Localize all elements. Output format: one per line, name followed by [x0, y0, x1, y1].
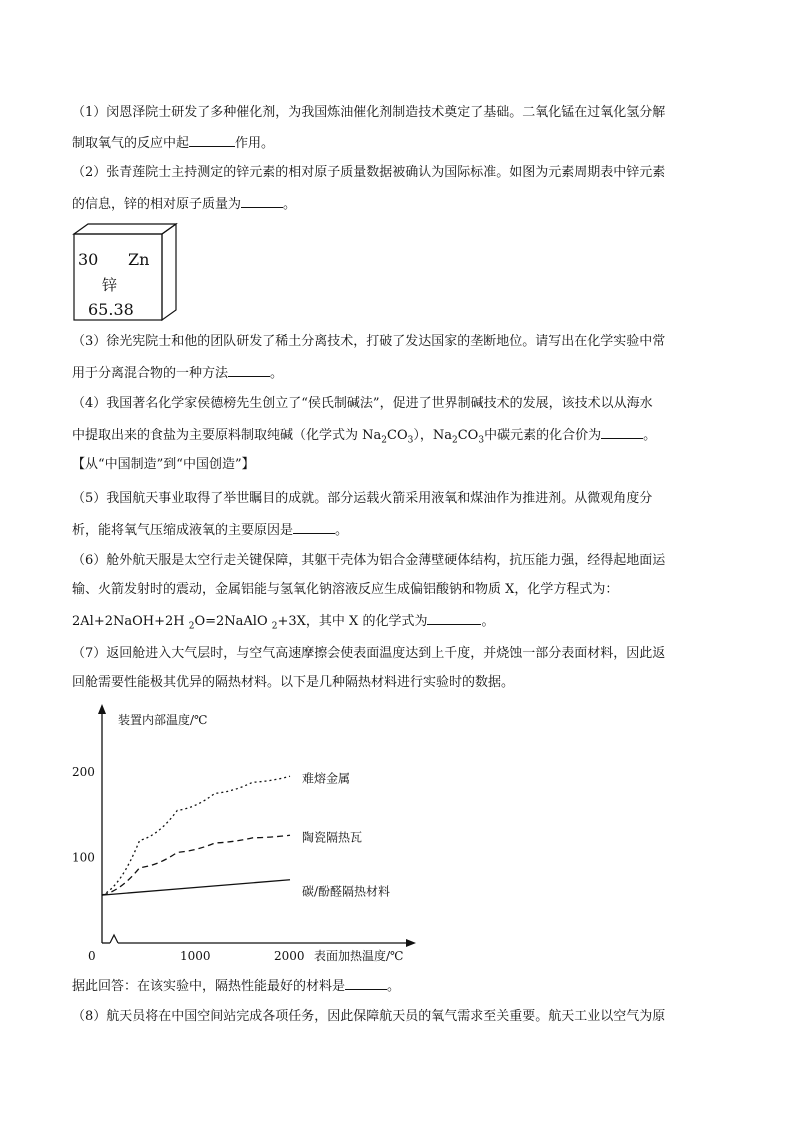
axis-break-mark: [110, 935, 118, 943]
atomic-number: 30: [78, 250, 99, 269]
zinc-element-card: [66, 222, 178, 322]
question-7-line-1: （7）返回舱进入大气层时，与空气高速摩擦会使表面温度达到上千度，并烧蚀一部分表面材料，因此返: [72, 646, 666, 661]
question-3-line-1: （3）徐光宪院士和他的团队研发了稀土分离技术，打破了发达国家的垄断地位。请写出在化学实验中常: [72, 334, 666, 349]
y-tick-label: 100: [72, 850, 95, 865]
q4-text-2: CO: [387, 428, 408, 443]
element-name: 锌: [102, 276, 118, 294]
series-label-0: 难熔金属: [302, 771, 351, 786]
series-label-1: 陶瓷隔热瓦: [302, 830, 363, 845]
answer-blank-4[interactable]: [601, 424, 643, 439]
answer-blank-5[interactable]: [293, 519, 335, 534]
q6-text-1: 2Al+2NaOH+2H: [72, 614, 189, 629]
insulation-chart: [60, 702, 460, 970]
q1-text-end: 作用。: [235, 136, 275, 151]
insulation-chart-svg: [60, 702, 460, 970]
question-8-line-1: （8）航天员将在中国空间站完成各项任务，因此保障航天员的氧气需求至关重要。航天工业以空气为原: [72, 1009, 666, 1024]
answer-blank-7[interactable]: [345, 975, 387, 990]
q3-text: 用于分离混合物的一种方法: [72, 366, 229, 381]
section-heading: 【从“中国制造”到“中国创造”】: [72, 457, 255, 472]
answer-blank-1[interactable]: [189, 132, 235, 147]
question-1-line-2: [72, 132, 274, 153]
y-tick-label: 200: [72, 765, 95, 779]
question-3-line-2: [72, 362, 283, 383]
question-1-line-1: （1）闵恩泽院士研发了多种催化剂，为我国炼油催化剂制造技术奠定了基础。二氧化锰在过氧化氢分解: [72, 105, 666, 120]
y-axis-arrow: [98, 704, 106, 714]
question-5-line-2: [72, 519, 348, 540]
q4-text-4: CO: [457, 428, 479, 443]
x-axis-label: 表面加热温度/℃: [314, 949, 404, 963]
question-2-line-2: [72, 193, 296, 214]
q4-text-1: 中提取出来的食盐为主要原料制取纯碱（化学式为 Na: [72, 428, 382, 443]
q7-text-end: 。: [387, 979, 401, 994]
q6-sub-1: 2: [188, 621, 195, 632]
question-4-line-1: （4）我国著名化学家侯德榜先生创立了“侯氏制碱法”，促进了世界制碱技术的发展，该技术以从海水: [72, 396, 653, 411]
q1-text: 制取氧气的反应中起: [72, 136, 190, 151]
question-5-line-1: （5）我国航天事业取得了举世瞩目的成就。部分运载火箭采用液氧和煤油作为推进剂。从微观角度分: [72, 491, 653, 506]
q7-text: 据此回答：在该实验中，隔热性能最好的材料是: [72, 979, 346, 994]
question-7-line-3: [72, 975, 400, 996]
question-6-line-1: （6）舱外航天服是太空行走关键保障，其躯干壳体为铝合金薄壁硬体结构，抗压能力强，经得起地面运: [72, 553, 666, 568]
q4-sub-3: 2: [451, 435, 458, 446]
q2-text: 的信息，锌的相对原子质量为: [72, 197, 242, 212]
question-4-line-2: [72, 424, 656, 450]
x-axis-arrow: [406, 939, 416, 947]
q4-sub-2: 3: [407, 435, 414, 446]
answer-blank-6[interactable]: [427, 610, 481, 625]
question-6-line-2: 输、火箭发射时的震动，金属铝能与氢氧化钠溶液反应生成偏铝酸钠和物质 X，化学方程式为：: [72, 582, 619, 597]
q4-sub-1: 2: [381, 435, 387, 446]
series-label-2: 碳/酚醛隔热材料: [302, 884, 391, 899]
q3-text-end: 。: [270, 366, 284, 381]
element-symbol: Zn: [128, 250, 150, 269]
q4-text-5: 中碳元素的化合价为: [484, 428, 602, 443]
y-axis-label: 装置内部温度/℃: [118, 713, 208, 727]
answer-blank-3[interactable]: [228, 362, 270, 377]
q6-sub-2: 2: [271, 621, 278, 632]
question-2-line-1: （2）张青莲院士主持测定的锌元素的相对原子质量数据被确认为国际标准。如图为元素周期表中锌元素: [72, 165, 666, 180]
q4-text-end: 。: [643, 428, 657, 443]
x-tick-label: 1000: [180, 949, 211, 963]
series-line-1: [102, 835, 290, 895]
q6-text-3: +3X，其中 X 的化学式为: [277, 614, 428, 629]
question-7-line-2: 回舱需要性能极其优异的隔热材料。以下是几种隔热材料进行实验时的数据。: [72, 675, 515, 690]
x-tick-label: 2000: [274, 949, 305, 963]
question-6-line-3: [72, 610, 494, 636]
origin-label: 0: [88, 949, 96, 963]
q5-text: 析，能将氧气压缩成液氧的主要原因是: [72, 523, 294, 538]
q5-text-end: 。: [335, 523, 349, 538]
q4-sub-4: 3: [478, 435, 485, 446]
q2-text-end: 。: [283, 197, 297, 212]
q6-text-end: 。: [481, 614, 495, 629]
q6-text-2: O=2NaAlO: [194, 614, 272, 629]
atomic-mass: 65.38: [88, 300, 134, 319]
series-line-2: [102, 880, 290, 895]
answer-blank-2[interactable]: [241, 193, 283, 208]
q4-text-3: ），Na: [413, 428, 452, 443]
